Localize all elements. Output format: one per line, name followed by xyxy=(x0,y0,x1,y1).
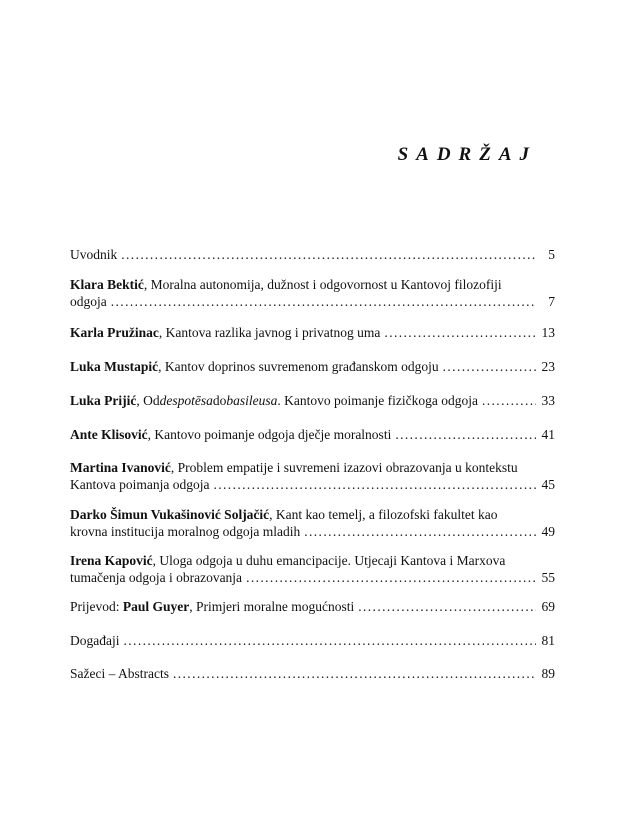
page-number: 49 xyxy=(541,524,555,539)
page-title: SADRŽAJ xyxy=(397,144,537,165)
dot-leader xyxy=(246,569,536,586)
entry-author: Karla Pružinac xyxy=(70,325,159,340)
toc-entry-guyer[interactable] xyxy=(70,598,555,615)
dot-leader xyxy=(121,246,536,263)
entry-author: Irena Kapović xyxy=(70,553,153,568)
toc-entry-mustapic[interactable] xyxy=(70,358,555,375)
page-number: 13 xyxy=(541,325,555,340)
toc-entry-uvodnik[interactable] xyxy=(70,246,555,263)
dot-leader xyxy=(443,358,536,375)
entry-title-continued: tumačenja odgoja i obrazovanja xyxy=(70,570,243,585)
toc-entry-pruzinac[interactable] xyxy=(70,324,555,341)
entry-title: , Kant kao temelj, a filozofski fakultet kao xyxy=(269,507,498,522)
toc-entry-dogadaji[interactable] xyxy=(70,632,555,649)
dot-leader xyxy=(124,632,537,649)
page-number: 5 xyxy=(548,247,555,262)
entry-author: Luka Prijić xyxy=(70,393,137,408)
dot-leader xyxy=(304,523,536,540)
entry-title-part: . Kantovo poimanje fizičkoga odgoja xyxy=(277,393,478,408)
entry-author: Paul Guyer xyxy=(122,599,190,614)
entry-author: Klara Bektić xyxy=(70,277,144,292)
toc-entry-soljacic[interactable] xyxy=(70,506,555,540)
entry-title: , Uloga odgoja u duhu emancipacije. Utjecaji Kantova i Marxova xyxy=(152,553,506,568)
dot-leader xyxy=(384,324,536,341)
entry-title: , Kantovo poimanje odgoja dječje moralnosti xyxy=(147,427,392,442)
page-number: 23 xyxy=(541,359,555,374)
entry-title: , Problem empatije i suvremeni izazovi obrazovanja u kontekstu xyxy=(170,460,518,475)
dot-leader xyxy=(213,476,536,493)
page-number: 33 xyxy=(541,393,555,408)
entry-title: Događaji xyxy=(70,633,120,648)
page-number: 41 xyxy=(541,427,555,442)
page-number: 45 xyxy=(541,477,555,492)
entry-author: Darko Šimun Vukašinović Soljačić xyxy=(70,507,270,522)
entry-title: , Moralna autonomija, dužnost i odgovornost u Kantovoj filozofiji xyxy=(143,277,502,292)
toc-entry-bektic[interactable] xyxy=(70,276,555,310)
entry-title: , Primjeri moralne mogućnosti xyxy=(189,599,355,614)
entry-title-italic: despotēsa xyxy=(159,393,213,408)
toc-entry-prijic[interactable] xyxy=(70,392,555,409)
page-number: 69 xyxy=(541,599,555,614)
page-number: 89 xyxy=(541,666,555,681)
entry-title-continued: Kantova poimanja odgoja xyxy=(70,477,210,492)
entry-title-part: do xyxy=(212,393,227,408)
toc-entry-ivanovic[interactable] xyxy=(70,459,555,493)
entry-title: Uvodnik xyxy=(70,247,118,262)
dot-leader xyxy=(482,392,536,409)
page-number: 7 xyxy=(548,294,555,309)
dot-leader xyxy=(395,426,536,443)
entry-title: , Kantov doprinos suvremenom građanskom odgoju xyxy=(158,359,439,374)
entry-author: Martina Ivanović xyxy=(70,460,171,475)
toc-entry-klisovic[interactable] xyxy=(70,426,555,443)
dot-leader xyxy=(173,665,536,682)
page-number: 55 xyxy=(541,570,555,585)
entry-author: Ante Klisović xyxy=(70,427,148,442)
entry-title-continued: odgoja xyxy=(70,294,107,309)
dot-leader xyxy=(111,293,536,310)
entry-title-part: , Od xyxy=(136,393,160,408)
entry-title: Sažeci – Abstracts xyxy=(70,666,169,681)
entry-title: , Kantova razlika javnog i privatnog uma xyxy=(158,325,381,340)
entry-title-italic: basileusa xyxy=(226,393,278,408)
entry-prefix: Prijevod: xyxy=(70,599,123,614)
entry-author: Luka Mustapić xyxy=(70,359,159,374)
entry-title-continued: krovna institucija moralnog odgoja mladih xyxy=(70,524,301,539)
toc-entry-abstracts[interactable] xyxy=(70,665,555,682)
dot-leader xyxy=(358,598,536,615)
page-number: 81 xyxy=(541,633,555,648)
toc-entry-kapovic[interactable] xyxy=(70,552,555,586)
